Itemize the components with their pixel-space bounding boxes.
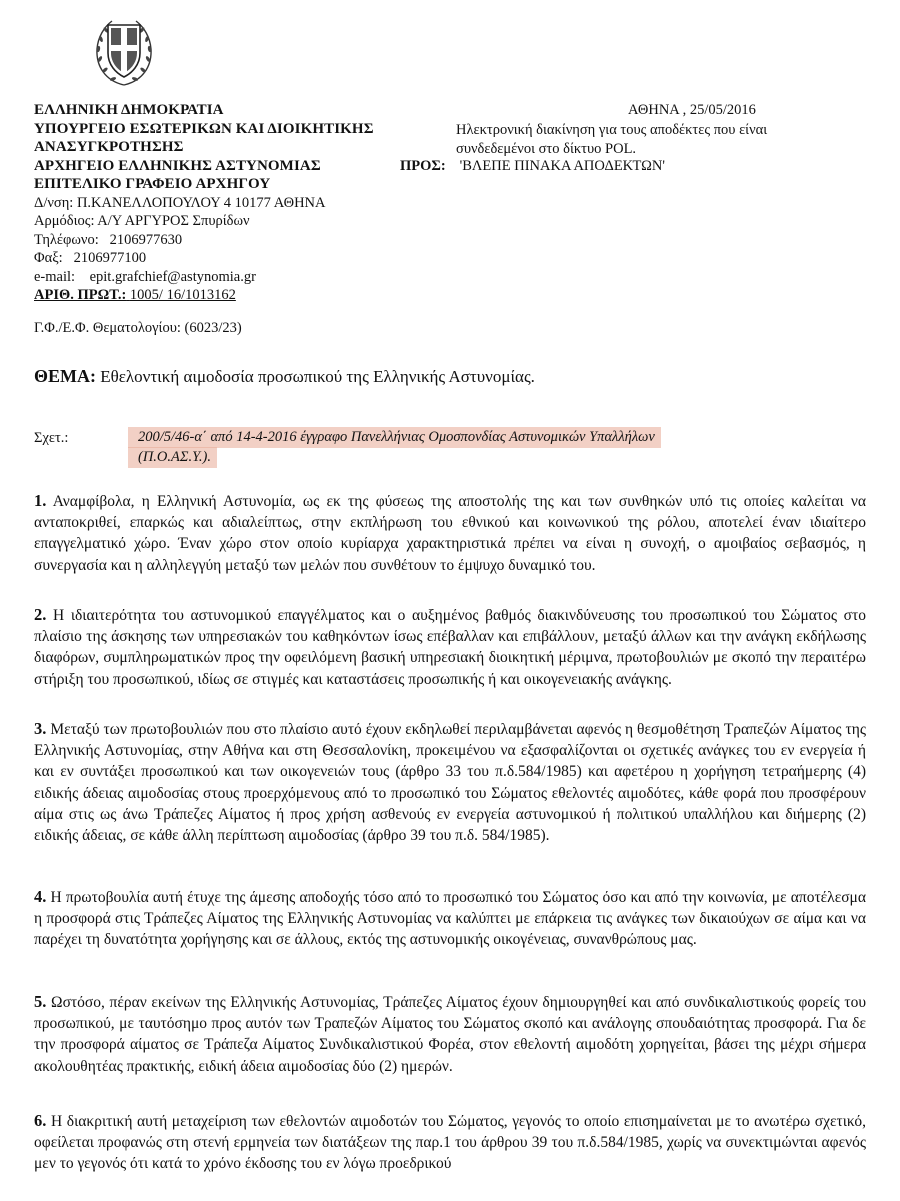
reference-label: Σχετ.:	[34, 430, 69, 446]
paragraph-text: Αναμφίβολα, η Ελληνική Αστυνομία, ως εκ της φύσεως της αποστολής της και των συνθηκών υπό τις οποίες καλείται να ανταποκριθεί, επαρκώς και αδιαλείπτως, στην εκπλήρωση του εθνικού και κοινωνικού της ρόλου, αποτελεί έναν ιδιαίτερο επαγγελματικό χώρο. Έναν χώρο στον οποίο κυρίαρχα χαρακτηριστικά πρέπει να είναι η συνοχή, ο αμοιβαίος σεβασμός, η συνεργασία και η αλληλεγγύη μεταξύ των μελών που συνθέτουν το έμψυχο δυναμικό του.	[34, 493, 866, 574]
paragraph	[34, 991, 866, 1077]
paragraph-number: 6.	[34, 1111, 47, 1130]
paragraph-number: 1.	[34, 491, 47, 510]
protocol-value: 1005/ 16/1013162	[129, 287, 236, 303]
protocol-label: ΑΡΙΘ. ΠΡΩΤ.:	[34, 287, 127, 303]
paragraph	[34, 490, 866, 576]
paragraph	[34, 886, 866, 951]
phone-label: Τηλέφωνο:	[34, 231, 99, 248]
fax-value: 2106977100	[73, 250, 147, 266]
paragraph-number: 3.	[34, 719, 47, 738]
sender-line: ΕΠΙΤΕΛΙΚΟ ΓΡΑΦΕΙΟ ΑΡΧΗΓΟΥ	[34, 176, 271, 192]
electronic-distribution-note: Ηλεκτρονική διακίνηση για τους αποδέκτες που είναι συνδεδεμένοι στο δίκτυο POL.	[456, 122, 768, 157]
sender-block	[34, 101, 414, 305]
subject-line	[34, 366, 535, 387]
recipient-line	[400, 157, 665, 176]
fax-label: Φαξ:	[34, 250, 63, 266]
sender-fax	[34, 249, 414, 268]
sender-line: ΑΡΧΗΓΕΙΟ ΕΛΛΗΝΙΚΗΣ ΑΣΤΥΝΟΜΙΑΣ	[34, 157, 321, 174]
paragraph-text: Η ιδιαιτερότητα του αστυνομικού επαγγέλματος και ο αυξημένος βαθμός διακινδύνευσης του προσωπικού του Σώματος στο πλαίσιο της άσκησης των υπηρεσιακών του καθηκόντων ίσως επέβαλλαν και επιβάλλουν, μεταξύ άλλων και την ανάγκη εκδήλωσης διαφόρων, συμπληρωματικών προς την οφειλόμενη βασική υπηρεσιακή διοικητική μέριμνα, πρωτοβουλιών με σκοπό την περαιτέρω στήριξη του προσωπικού, ιδίως σε στιγμές και καταστάσεις προσωπικής ή και οικογενειακής ανάγκης.	[34, 607, 866, 688]
place-date: ΑΘΗΝΑ , 25/05/2016	[628, 102, 756, 118]
paragraph-text: Μεταξύ των πρωτοβουλιών που στο πλαίσιο αυτό έχουν εκδηλωθεί περιλαμβάνεται αφενός η θεσμοθέτηση Τραπεζών Αίματος της Ελληνικής Αστυνομίας, στην Αθήνα και στη Θεσσαλονίκη, προκειμένου να εξασφαλίζονται οι σχετικές ανάγκες του εν ενεργεία ή και εν συντάξει προσωπικού και των οικογενειών τους (άρθρο 33 του π.δ.584/1985) και αφετέρου η χορήγηση τετραήμερης (4) ειδικής άδειας αιμοδοσίας στους προερχόμενους από το προσωπικό του Σώματος εθελοντές αιμοδότες, κάθε φορά που προσφέρουν αίμα στις ως άνω Τράπεζες Αίματος ή προς χρήση ασθενούς εν ενεργεία αστυνομικού ή πολιτικού υπαλλήλου και διήμερης (2) ειδικής άδειας, σε κάθε άλλη περίπτωση αιμοδοσίας (άρθρο 39 του π.δ. 584/1985).	[34, 721, 866, 845]
to-value: 'ΒΛΕΠΕ ΠΙΝΑΚΑ ΑΠΟΔΕΚΤΩΝ'	[459, 158, 665, 174]
coat-of-arms-emblem	[92, 15, 156, 89]
email-value: epit.grafchief@astynomia.gr	[89, 268, 256, 285]
reference-text	[128, 427, 688, 467]
sender-phone	[34, 231, 414, 250]
paragraph-number: 4.	[34, 887, 47, 906]
thematology-code: Γ.Φ./Ε.Φ. Θεματολογίου: (6023/23)	[34, 320, 242, 336]
protocol-number	[34, 286, 414, 305]
paragraph-text: Η πρωτοβουλία αυτή έτυχε της άμεσης αποδοχής τόσο από το προσωπικό του Σώματος όσο και από την κοινωνία, με αποτέλεσμα η προσφορά στις Τράπεζες Αίματος της Ελληνικής Αστυνομίας να καλύπτει με επάρκεια τις ανάγκες των δικαιούχων σε αίμα και να παρέχει τη δυνατότητα χορήγησης και σε άλλους, εκτός της αστυνομικής οικογένειας, συνανθρώπους μας.	[34, 889, 866, 949]
sender-line: ΕΛΛΗΝΙΚΗ ΔΗΜΟΚΡΑΤΙΑ	[34, 102, 224, 118]
sender-address: Δ/νση: Π.ΚΑΝΕΛΛΟΠΟΥΛΟΥ 4 10177 ΑΘΗΝΑ	[34, 194, 326, 211]
paragraph	[34, 718, 866, 846]
subject-label: ΘΕΜΑ:	[34, 366, 96, 386]
sender-line: ΑΝΑΣΥΓΚΡΟΤΗΣΗΣ	[34, 139, 184, 155]
reference-highlight: 200/5/46-α΄ από 14-4-2016 έγγραφο Πανελλήνιας Ομοσπονδίας Αστυνομικών Υπαλλήλων (Π.Ο.ΑΣ.Υ.).	[128, 427, 661, 468]
sender-line: ΥΠΟΥΡΓΕΙΟ ΕΣΩΤΕΡΙΚΩΝ ΚΑΙ ΔΙΟΙΚΗΤΙΚΗΣ	[34, 120, 374, 137]
paragraph-text: Ωστόσο, πέραν εκείνων της Ελληνικής Αστυνομίας, Τράπεζες Αίματος έχουν δημιουργηθεί και από συνδικαλιστικούς φορείς του προσωπικού, με ταυτόσημο προς αυτόν των Τραπεζών Αίματος του Σώματος σκοπό και ανάλογης σπουδαιότητας προσφορά. Για δε την προσφορά αίματος σε Τράπεζα Αίματος Συνδικαλιστικού Φορέα, στον εθελοντή αιμοδότη χορηγείται, βάσει της μέχρι σήμερα ακολουθητέας πρακτικής, ειδική άδεια αιμοδοσίας δύο (2) ημερών.	[34, 994, 866, 1075]
sender-email	[34, 268, 414, 287]
paragraph	[34, 1110, 866, 1175]
phone-value: 2106977630	[109, 231, 183, 248]
email-label: e-mail:	[34, 268, 76, 285]
paragraph-number: 2.	[34, 605, 47, 624]
paragraph	[34, 604, 866, 690]
paragraph-text: Η διακριτική αυτή μεταχείριση των εθελοντών αιμοδοτών του Σώματος, γεγονός το οποίο επισημαίνεται με το ανωτέρω σχετικό, οφείλεται προφανώς στη στενή ερμηνεία των διατάξεων της παρ.1 του άρθρου 39 του π.δ.584/1985, χωρίς να συνεκτιμώνται αφενός μεν το γεγονός ότι κατά το χρόνο έκδοσης του εν λόγω προεδρικού	[34, 1113, 867, 1173]
subject-text: Εθελοντική αιμοδοσία προσωπικού της Ελληνικής Αστυνομίας.	[100, 367, 535, 386]
sender-responsible: Αρμόδιος: Α/Υ ΑΡΓΥΡΟΣ Σπυρίδων	[34, 213, 250, 229]
to-label: ΠΡΟΣ:	[400, 158, 446, 174]
paragraph-number: 5.	[34, 992, 47, 1011]
